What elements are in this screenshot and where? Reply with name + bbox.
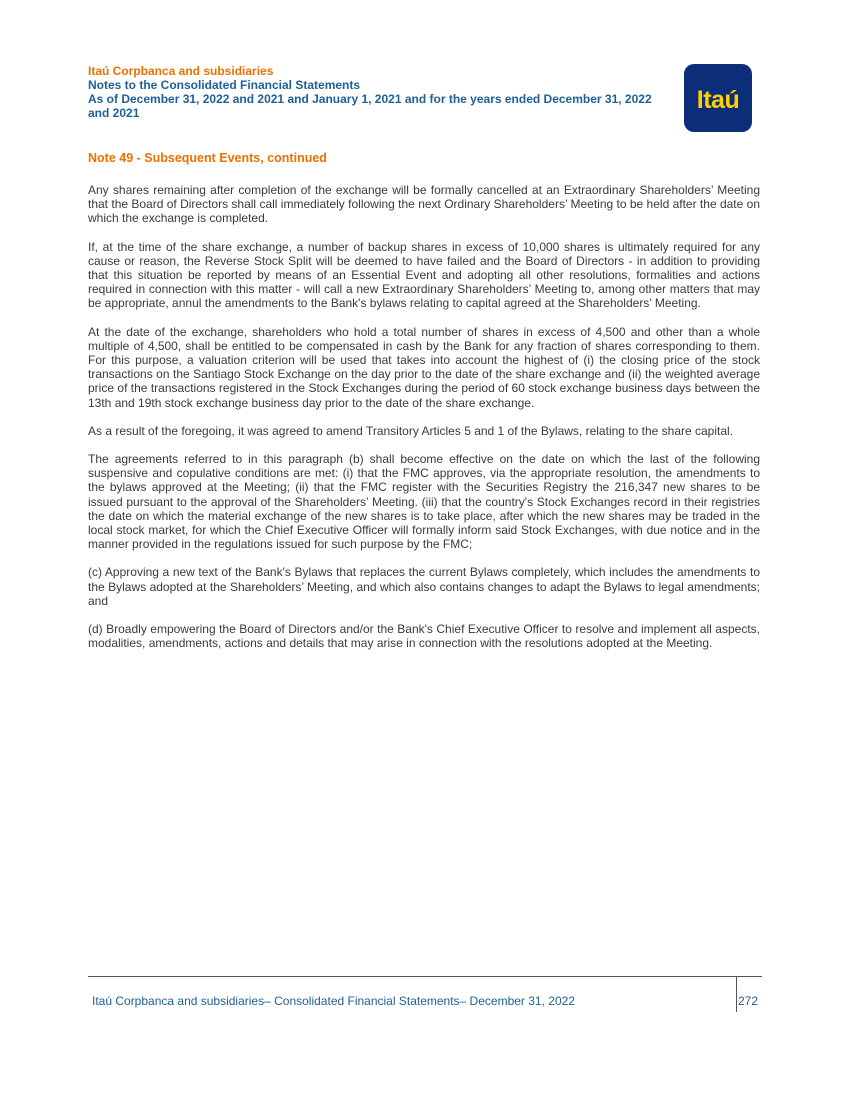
note-body <box>88 183 760 664</box>
header-company: Itaú Corpbanca and subsidiaries <box>88 64 274 78</box>
paragraph-6: (c) Approving a new text of the Bank's Bylaws that replaces the current Bylaws completely, which includes the amendments to the Bylaws adopted at the Shareholders’ Meeting, and which also contains changes to adapt the Bylaws to legal amendments; and <box>88 565 760 608</box>
paragraph-1: Any shares remaining after completion of the exchange will be formally cancelled at an Extraordinary Shareholders’ Meeting that the Board of Directors shall call immediately following the next Ordinary Shareholders’ Meeting to be held after the date on which the exchange is completed. <box>88 183 760 226</box>
footer-page-separator <box>736 976 737 1012</box>
paragraph-2: If, at the time of the share exchange, a number of backup shares in excess of 10,000 shares is ultimately required for any cause or reason, the Reverse Stock Split will be deemed to have failed and the Board of Directors - in addition to providing that this situation be reported by means of an Essential Event and adopting all other resolutions, formalities and actions required in connection with this matter - will call a new Extraordinary Shareholders’ Meeting to, among other matters that may be appropriate, annul the amendments to the Bank's bylaws relating to capital agreed at the Shareholders’ Meeting. <box>88 239 760 311</box>
note-title: Note 49 - Subsequent Events, continued <box>88 151 327 165</box>
header-period-line-2: and 2021 <box>88 106 140 120</box>
paragraph-3: At the date of the exchange, shareholders who hold a total number of shares in excess of 4,500 and other than a whole multiple of 4,500, shall be entitled to be compensated in cash by the Bank for any fraction of shares corresponding to them. For this purpose, a valuation criterion will be used that takes into account the highest of (i) the closing price of the stock transactions on the Santiago Stock Exchange on the day prior to the date of the share exchange and (ii) the weighted average price of the transactions registered in the Stock Exchanges during the period of 60 stock exchange business days between the 13th and 19th stock exchange business day prior to the date of the share exchange. <box>88 324 760 410</box>
page-number: 272 <box>738 994 759 1008</box>
header-subtitle: Notes to the Consolidated Financial Statements <box>88 78 361 92</box>
header-period-line-1: As of December 31, 2022 and 2021 and January 1, 2021 and for the years ended December 31, 2022 <box>88 92 652 106</box>
document-header <box>88 64 688 120</box>
paragraph-4: As a result of the foregoing, it was agreed to amend Transitory Articles 5 and 1 of the Bylaws, relating to the share capital. <box>88 423 734 438</box>
logo-text: Itaú <box>696 85 740 114</box>
footer-divider <box>88 976 762 977</box>
footer-text: Itaú Corpbanca and subsidiaries– Consolidated Financial Statements– December 31, 2022 <box>92 994 575 1008</box>
itau-logo <box>684 64 752 132</box>
paragraph-5: The agreements referred to in this paragraph (b) shall become effective on the date on which the last of the following suspensive and copulative conditions are met: (i) that the FMC approves, via the appropriate resolution, the amendments to the bylaws approved at the Meeting; (ii) that the FMC register with the Securities Registry the 216,347 new shares to be issued pursuant to the approval of the Shareholders’ Meeting. (iii) that the country's Stock Exchanges record in their registries the date on which the material exchange of the new shares is to take place, after which the new shares may be traded in the local stock market, for which the Chief Executive Officer will formally inform said Stock Exchanges, with due notice and in the manner provided in the regulations issued for such purpose by the FMC; <box>88 452 760 552</box>
paragraph-7: (d) Broadly empowering the Board of Directors and/or the Bank's Chief Executive Officer to resolve and implement all aspects, modalities, amendments, actions and details that may arise in connection with the resolutions adopted at the Meeting. <box>88 622 760 651</box>
